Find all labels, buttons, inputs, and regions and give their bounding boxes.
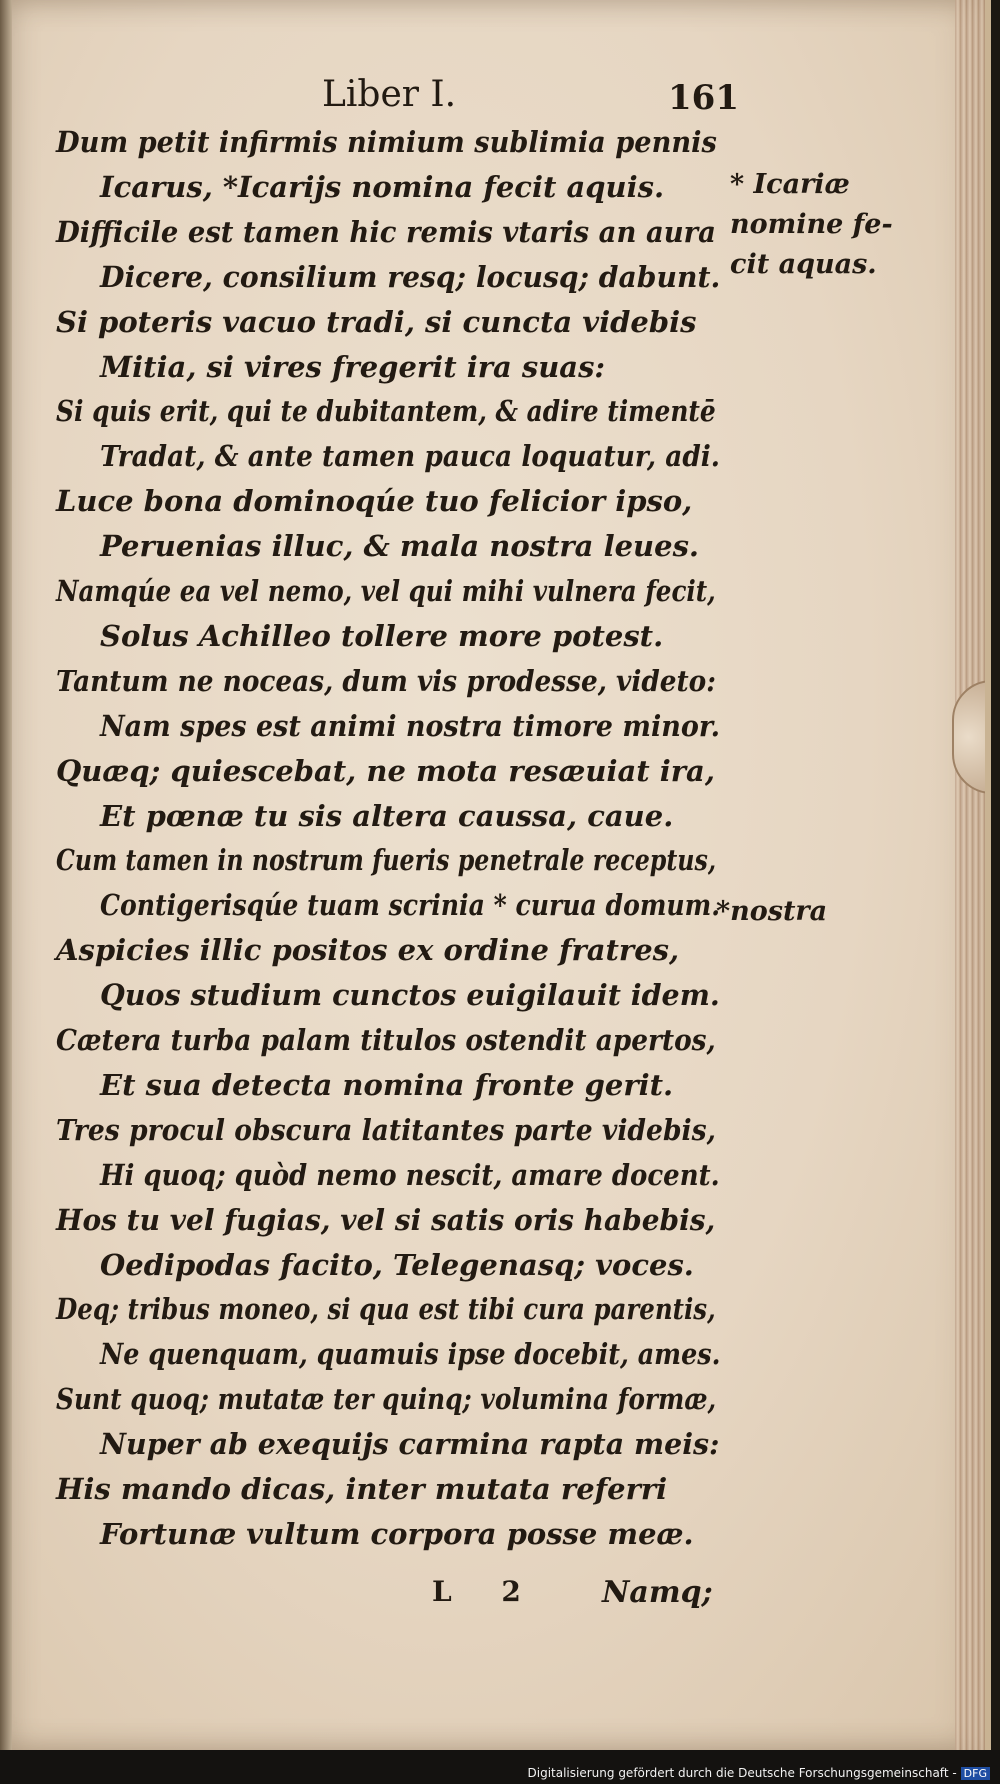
verse-line-hexameter: Deq; tribus moneo, si qua est tibi cura parentis, bbox=[56, 1292, 716, 1327]
page-edges bbox=[955, 0, 985, 1750]
verse-line-pentameter: Nam spes est animi nostra timore minor. bbox=[100, 708, 721, 743]
verse-line-hexameter: Cætera turba palam titulos ostendit apertos, bbox=[56, 1023, 716, 1057]
running-title: Liber I. bbox=[322, 74, 457, 115]
margin-note-line: cit aquas. bbox=[730, 249, 877, 280]
verse-line-pentameter: Mitia, si vires fregerit ira suas: bbox=[100, 349, 606, 384]
margin-note-nostra: *nostra bbox=[716, 896, 828, 927]
verse-line-pentameter: Icarus, *Icarijs nomina fecit aquis. bbox=[100, 169, 665, 204]
verse-line-hexameter: Quæq; quiescebat, ne mota resæuiat ira, bbox=[56, 753, 715, 788]
verse-line-pentameter: Peruenias illuc, & mala nostra leues. bbox=[100, 529, 699, 564]
verse-line-pentameter: Fortunæ vultum corpora posse meæ. bbox=[100, 1516, 694, 1551]
page-number: 161 bbox=[668, 78, 739, 118]
verse-line-pentameter: Dicere, consilium resq; locusq; dabunt. bbox=[100, 259, 721, 294]
catchword: Namq; bbox=[602, 1575, 713, 1610]
verse-line-hexameter: Tantum ne noceas, dum vis prodesse, videto: bbox=[56, 663, 716, 698]
verse-line-pentameter: Solus Achilleo tollere more potest. bbox=[100, 618, 664, 653]
signature-mark: L 2 bbox=[432, 1575, 541, 1608]
verse-line-hexameter: Si quis erit, qui te dubitantem, & adire timentē bbox=[56, 394, 716, 429]
verse-line-pentameter: Tradat, & ante tamen pauca loquatur, adi. bbox=[100, 439, 720, 474]
verse-line-hexameter: Cum tamen in nostrum fueris penetrale receptus, bbox=[56, 843, 717, 878]
verse-line-pentameter: Et pœnæ tu sis altera caussa, caue. bbox=[100, 798, 674, 833]
funding-credit bbox=[528, 1766, 990, 1780]
verse-line-hexameter: Sunt quoq; mutatæ ter quinq; volumina formæ, bbox=[56, 1382, 717, 1417]
credit-text: Digitalisierung gefördert durch die Deutsche Forschungsgemeinschaft - bbox=[527, 1766, 957, 1780]
verse-line-hexameter: Aspicies illic positos ex ordine fratres, bbox=[56, 933, 680, 968]
verse-line-hexameter: Hos tu vel fugias, vel si satis oris habebis, bbox=[56, 1202, 716, 1237]
verse-line-hexameter: Difficile est tamen hic remis vtaris an aura bbox=[56, 214, 716, 249]
verse-line-pentameter: Hi quoq; quòd nemo nescit, amare docent. bbox=[100, 1157, 720, 1192]
verse-line-pentameter: Ne quenquam, quamuis ipse docebit, ames. bbox=[100, 1337, 721, 1372]
dfg-logo: DFG bbox=[961, 1767, 990, 1780]
verse-line-pentameter: Quos studium cunctos euigilauit idem. bbox=[100, 978, 720, 1013]
verse-line-pentameter: Et sua detecta nomina fronte gerit. bbox=[100, 1067, 674, 1102]
verse-line-hexameter: Dum petit infirmis nimium sublimia pennis bbox=[56, 125, 717, 159]
verse-line-pentameter: Nuper ab exequijs carmina rapta meis: bbox=[100, 1427, 720, 1462]
binding-edge bbox=[0, 0, 12, 1750]
verse-line-hexameter: Luce bona dominoqúe tuo felicior ipso, bbox=[56, 484, 693, 519]
margin-note-line: nomine fe- bbox=[730, 209, 893, 240]
verse-line-hexameter: Si poteris vacuo tradi, si cuncta videbis bbox=[56, 304, 697, 339]
margin-note-line: * Icariæ bbox=[730, 169, 850, 200]
verse-line-hexameter: Namqúe ea vel nemo, vel qui mihi vulnera fecit, bbox=[56, 574, 716, 608]
verse-line-hexameter: His mando dicas, inter mutata referri bbox=[56, 1472, 668, 1506]
verse-line-pentameter: Oedipodas facito, Telegenasq; voces. bbox=[100, 1247, 694, 1282]
margin-note-icariae bbox=[730, 165, 893, 285]
verse-line-hexameter: Tres procul obscura latitantes parte videbis, bbox=[56, 1112, 716, 1147]
verse-line-pentameter: Contigerisqúe tuam scrinia * curua domum. bbox=[100, 888, 721, 923]
